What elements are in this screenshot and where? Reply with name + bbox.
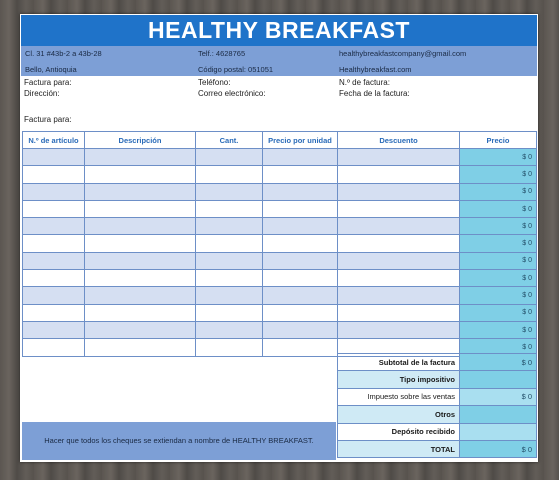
cell-price: $ 0 [460,321,537,338]
cell-unit-price[interactable] [263,287,338,304]
cell-item-number[interactable] [23,287,85,304]
cell-quantity[interactable] [196,252,263,269]
address-label: Dirección: [24,89,60,98]
table-row [23,200,537,217]
cell-item-number[interactable] [23,235,85,252]
cell-item-number[interactable] [23,149,85,166]
column-header-price: Precio [460,132,537,149]
table-row [23,218,537,235]
sales-tax-label: Impuesto sobre las ventas [338,388,460,405]
cell-quantity[interactable] [196,166,263,183]
cell-description[interactable] [85,304,196,321]
column-header-discount: Descuento [338,132,460,149]
cell-item-number[interactable] [23,321,85,338]
cell-discount[interactable] [338,218,460,235]
table-row [23,304,537,321]
other-value[interactable] [460,406,537,423]
tax-type-value[interactable] [460,371,537,388]
cell-discount[interactable] [338,321,460,338]
cell-price: $ 0 [460,200,537,217]
invoice-date-label: Fecha de la factura: [339,89,410,98]
cell-item-number[interactable] [23,200,85,217]
cell-description[interactable] [85,235,196,252]
deposit-value[interactable] [460,423,537,440]
summary-row-subtotal [338,354,537,371]
cell-unit-price[interactable] [263,321,338,338]
cell-price: $ 0 [460,218,537,235]
cell-unit-price[interactable] [263,183,338,200]
cell-quantity[interactable] [196,270,263,287]
cell-discount[interactable] [338,200,460,217]
cell-quantity[interactable] [196,218,263,235]
cell-description[interactable] [85,287,196,304]
cell-item-number[interactable] [23,270,85,287]
cell-discount[interactable] [338,149,460,166]
cell-price: $ 0 [460,304,537,321]
table-header-row [23,132,537,149]
sales-tax-value: $ 0 [460,388,537,405]
cell-quantity[interactable] [196,149,263,166]
summary-row-other [338,406,537,423]
cell-discount[interactable] [338,270,460,287]
summary-table [337,353,537,458]
tax-type-label: Tipo impositivo [338,371,460,388]
cell-description[interactable] [85,166,196,183]
cell-unit-price[interactable] [263,218,338,235]
table-row [23,183,537,200]
cell-price: $ 0 [460,287,537,304]
company-postal-code: Código postal: 051051 [198,65,274,74]
table-row [23,270,537,287]
cell-description[interactable] [85,149,196,166]
column-header-item-number: N.º de artículo [23,132,85,149]
table-row [23,166,537,183]
cell-quantity[interactable] [196,200,263,217]
cell-unit-price[interactable] [263,304,338,321]
cell-description[interactable] [85,321,196,338]
cell-unit-price[interactable] [263,200,338,217]
subtotal-value: $ 0 [460,354,537,371]
column-header-unit-price: Precio por unidad [263,132,338,149]
invoice-number-label: N.º de factura: [339,78,390,87]
cell-description[interactable] [85,200,196,217]
cell-discount[interactable] [338,304,460,321]
phone-label: Teléfono: [198,78,231,87]
payment-note: Hacer que todos los cheques se extiendan a nombre de HEALTHY BREAKFAST. [22,422,336,460]
column-header-quantity: Cant. [196,132,263,149]
company-city: Bello, Antioquia [25,65,77,74]
cell-quantity[interactable] [196,304,263,321]
cell-description[interactable] [85,218,196,235]
summary-row-tax-type [338,371,537,388]
deposit-label: Depósito recibido [338,423,460,440]
email-label: Correo electrónico: [198,89,266,98]
total-value: $ 0 [460,440,537,457]
cell-quantity[interactable] [196,321,263,338]
table-row [23,235,537,252]
cell-quantity[interactable] [196,287,263,304]
invoice-title: HEALTHY BREAKFAST [21,15,537,46]
cell-unit-price[interactable] [263,270,338,287]
cell-unit-price[interactable] [263,339,338,356]
cell-price: $ 0 [460,252,537,269]
summary-row-deposit [338,423,537,440]
total-label: TOTAL [338,440,460,457]
bill-to-label-2: Factura para: [24,115,72,124]
cell-discount[interactable] [338,252,460,269]
cell-item-number[interactable] [23,166,85,183]
other-label: Otros [338,406,460,423]
summary-row-sales-tax [338,388,537,405]
company-info-band [21,46,537,76]
cell-price: $ 0 [460,183,537,200]
cell-description[interactable] [85,339,196,356]
table-row [23,321,537,338]
cell-description[interactable] [85,252,196,269]
summary-row-total [338,440,537,457]
cell-unit-price[interactable] [263,235,338,252]
cell-price: $ 0 [460,235,537,252]
cell-description[interactable] [85,270,196,287]
cell-quantity[interactable] [196,183,263,200]
cell-price: $ 0 [460,149,537,166]
cell-discount[interactable] [338,166,460,183]
cell-item-number[interactable] [23,252,85,269]
cell-unit-price[interactable] [263,252,338,269]
company-address: Cl. 31 #43b-2 a 43b-28 [25,49,102,58]
cell-discount[interactable] [338,183,460,200]
table-row [23,149,537,166]
invoice-sheet [20,14,538,462]
cell-unit-price[interactable] [263,166,338,183]
column-header-description: Descripción [85,132,196,149]
table-row [23,287,537,304]
cell-item-number[interactable] [23,183,85,200]
cell-item-number[interactable] [23,218,85,235]
cell-quantity[interactable] [196,339,263,356]
cell-price: $ 0 [460,270,537,287]
cell-price: $ 0 [460,166,537,183]
cell-description[interactable] [85,183,196,200]
cell-item-number[interactable] [23,304,85,321]
subtotal-label: Subtotal de la factura [338,354,460,371]
cell-discount[interactable] [338,235,460,252]
bill-to-label: Factura para: [24,78,72,87]
cell-discount[interactable] [338,287,460,304]
company-website: Healthybreakfast.com [339,65,412,74]
company-email: healthybreakfastcompany@gmail.com [339,49,467,58]
cell-item-number[interactable] [23,339,85,356]
table-row [23,252,537,269]
cell-quantity[interactable] [196,235,263,252]
cell-price: $ 0 [460,339,537,356]
line-items-table [22,131,537,357]
cell-unit-price[interactable] [263,149,338,166]
company-phone: Telf.: 4628765 [198,49,246,58]
